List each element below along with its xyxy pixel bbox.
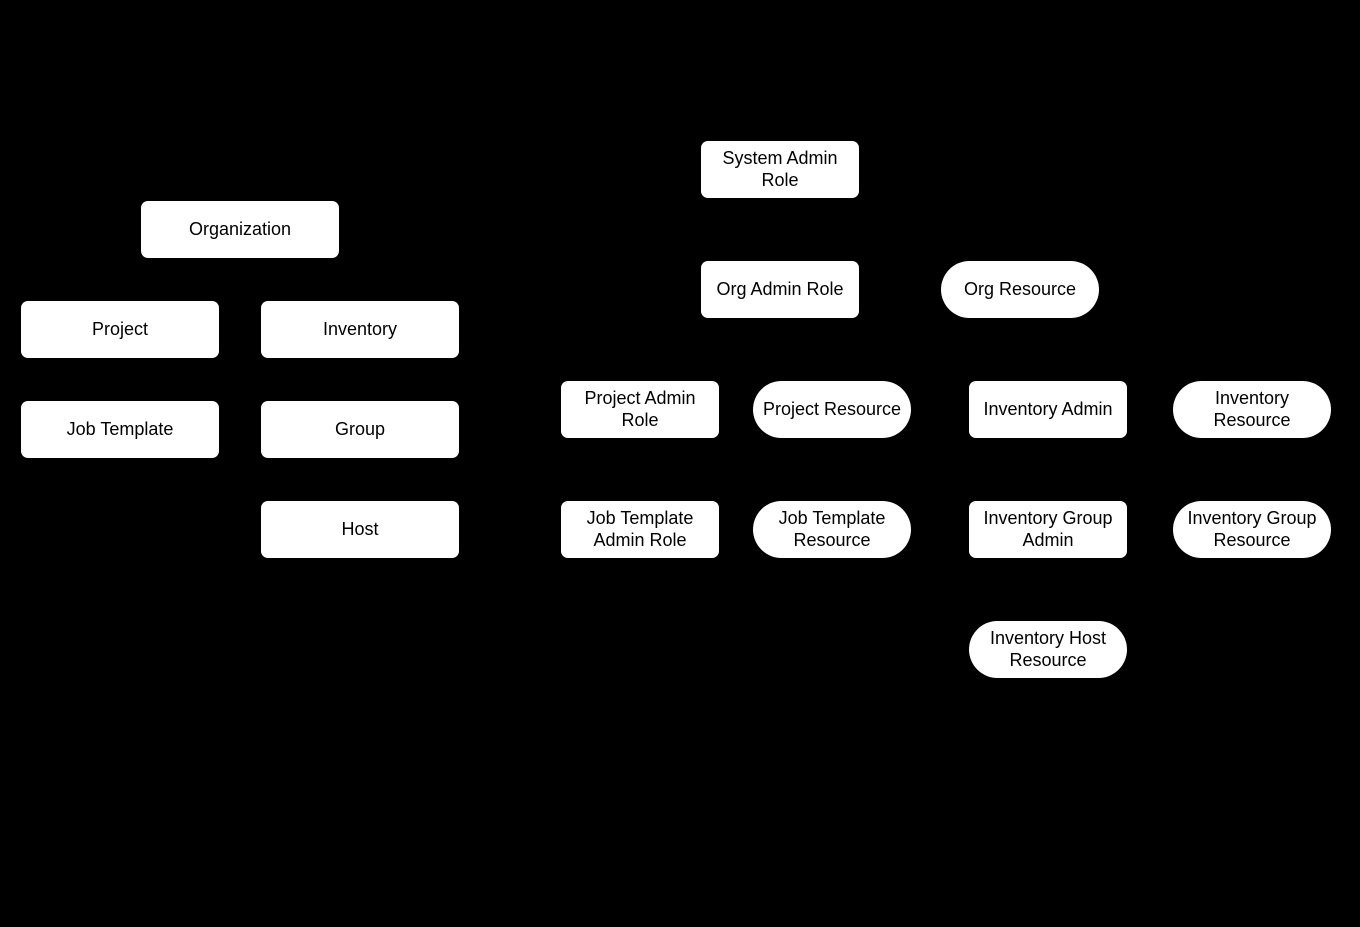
node-inventory-host-resource [969,621,1127,678]
node-label: Admin [1022,529,1074,550]
node-project [21,301,219,358]
node-label: Resource [1213,529,1291,550]
node-label: Role [621,409,659,430]
node-label: Inventory [1214,388,1290,409]
node-label: Admin Role [593,529,687,550]
node-project-admin-role [561,381,719,438]
node-label: Role [761,169,799,190]
node-label: Inventory [322,318,398,339]
node-label: Project [91,318,149,339]
node-label: Organization [188,218,292,239]
node-inventory-group-resource [1173,501,1331,558]
node-label: Host [341,518,379,539]
node-label: Job Template [778,508,886,529]
node-label: Inventory Group [1187,508,1317,529]
node-job-template-resource [753,501,911,558]
node-label: Project Resource [762,398,902,419]
node-label: Project Admin [584,388,696,409]
node-label: System Admin [722,148,838,169]
node-label: Resource [793,529,871,550]
node-label: Inventory Group [983,508,1113,529]
node-job-template-admin-role [561,501,719,558]
node-host [261,501,459,558]
node-label: Resource [1213,409,1291,430]
node-label: Job Template [586,508,694,529]
node-label: Resource [1009,649,1087,670]
node-label: Job Template [66,418,174,439]
node-inventory-group-admin [969,501,1127,558]
node-inventory-admin [969,381,1127,438]
node-label: Org Admin Role [716,278,844,299]
node-label: Inventory Admin [983,398,1113,419]
node-label: Org Resource [963,278,1077,299]
node-job-template [21,401,219,458]
node-inventory-resource [1173,381,1331,438]
node-group [261,401,459,458]
node-label: Inventory Host [989,628,1107,649]
node-system-admin-role [701,141,859,198]
node-inventory [261,301,459,358]
node-org-admin-role [701,261,859,318]
node-project-resource [753,381,911,438]
node-label: Group [334,418,386,439]
node-organization [141,201,339,258]
node-org-resource [941,261,1099,318]
